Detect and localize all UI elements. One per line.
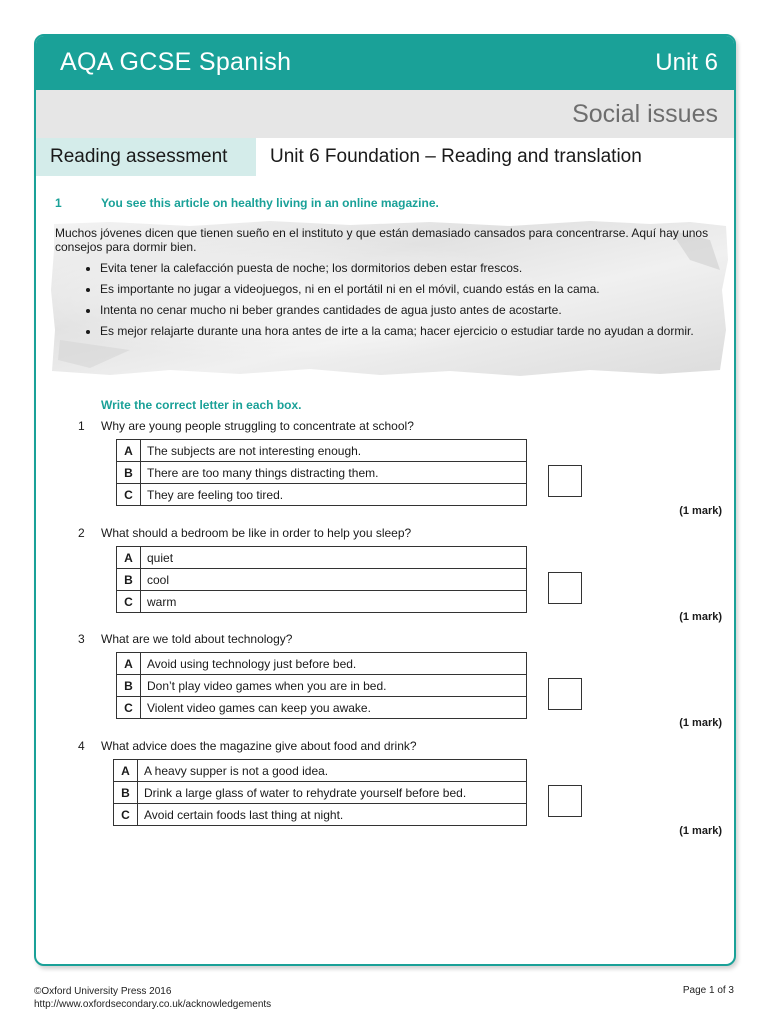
option-text: Avoid certain foods last thing at night. [138,804,527,826]
question-text: Why are young people struggling to concentrate at school? [101,419,414,433]
unit-label: Unit 6 [655,49,718,76]
footer-credits [34,985,271,1011]
acknowledgements-link[interactable]: http://www.oxfordsecondary.co.uk/acknowledgements [34,999,272,1010]
subheader-bar [36,90,734,138]
answer-box[interactable] [548,572,582,604]
option-text: Drink a large glass of water to rehydrate yourself before bed. [138,782,527,804]
option-letter: B [117,569,141,591]
option-row [117,591,527,613]
option-letter: B [117,675,141,697]
article-bullet: • Intenta no cenar mucho ni beber grandes cantidades de agua justo antes de acostarte. [100,300,724,321]
option-text: A heavy supper is not a good idea. [138,760,527,782]
options-table [116,439,527,506]
question-text: What are we told about technology? [101,632,293,646]
option-text: The subjects are not interesting enough. [141,440,527,462]
option-letter: B [117,462,141,484]
article-intro: Muchos jóvenes dicen que tienen sueño en el instituto y que están demasiado cansados para concentrarse. Aquí hay unos consejos para dormir bien. [55,226,709,254]
option-letter: A [117,440,141,462]
assessment-label: Reading assessment [36,138,256,176]
option-text: Don’t play video games when you are in bed. [141,675,527,697]
question-number: 3 [78,632,85,646]
question-prompt: You see this article on healthy living in an online magazine. [101,196,439,210]
copyright-text: ©Oxford University Press 2016 [34,986,172,997]
question-number: 2 [78,526,85,540]
header-bar [36,36,734,90]
question-text: What advice does the magazine give about food and drink? [101,739,417,753]
question-number: 1 [55,196,62,210]
option-letter: A [117,547,141,569]
option-text: There are too many things distracting them. [141,462,527,484]
article-bullets [66,258,724,342]
option-row [114,760,527,782]
question-number: 1 [78,419,85,433]
option-row [117,697,527,719]
option-row [117,547,527,569]
option-row [117,462,527,484]
option-letter: A [117,653,141,675]
options-table [113,759,527,826]
article-clipping [50,220,730,378]
mark-label: (1 mark) [679,611,722,623]
mark-label: (1 mark) [679,717,722,729]
option-letter: C [117,484,141,506]
option-text: cool [141,569,527,591]
option-letter: C [114,804,138,826]
option-letter: C [117,697,141,719]
mark-label: (1 mark) [679,825,722,837]
assessment-title: Unit 6 Foundation – Reading and translation [270,146,642,167]
option-row [117,675,527,697]
option-text: warm [141,591,527,613]
option-row [117,484,527,506]
mark-label: (1 mark) [679,505,722,517]
option-text: Violent video games can keep you awake. [141,697,527,719]
answer-box[interactable] [548,678,582,710]
brand-title: AQA GCSE Spanish [60,48,292,76]
option-text: Avoid using technology just before bed. [141,653,527,675]
article-bullet: • Es importante no jugar a videojuegos, ni en el portátil ni en el móvil, cuando estás en la cama. [100,279,724,300]
page-indicator: Page 1 of 3 [682,985,734,996]
instruction-text: Write the correct letter in each box. [101,398,302,412]
option-text: quiet [141,547,527,569]
option-row [117,569,527,591]
option-text: They are feeling too tired. [141,484,527,506]
question-number: 4 [78,739,85,753]
option-row [117,440,527,462]
assessment-row [36,138,734,178]
option-letter: A [114,760,138,782]
options-table [116,652,527,719]
options-table [116,546,527,613]
option-letter: B [114,782,138,804]
answer-box[interactable] [548,785,582,817]
worksheet-card [34,34,736,966]
topic-title: Social issues [572,100,718,128]
option-row [114,782,527,804]
question-text: What should a bedroom be like in order to help you sleep? [101,526,412,540]
answer-box[interactable] [548,465,582,497]
article-bullet: • Es mejor relajarte durante una hora antes de irte a la cama; hacer ejercicio o estudiar tarde no ayudan a dormir. [100,321,724,342]
option-row [117,653,527,675]
option-row [114,804,527,826]
article-bullet: • Evita tener la calefacción puesta de noche; los dormitorios deben estar frescos. [100,258,724,279]
option-letter: C [117,591,141,613]
